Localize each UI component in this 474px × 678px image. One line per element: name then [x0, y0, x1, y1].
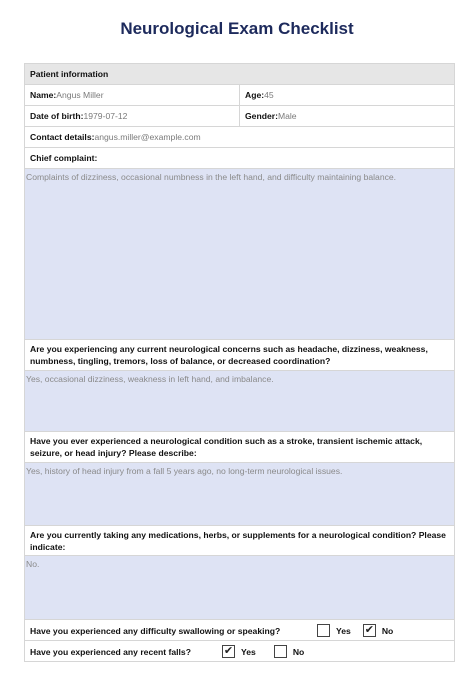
falls-question-cell	[25, 641, 216, 662]
falls-question-label: Have you experienced any recent falls?	[30, 646, 191, 657]
gender-field[interactable]	[239, 106, 454, 126]
falls-yes-label: Yes	[241, 646, 256, 657]
name-age-row	[25, 85, 454, 106]
swallowing-question-row	[25, 620, 454, 641]
name-field[interactable]	[25, 85, 239, 105]
exam-form	[24, 63, 455, 662]
answer-neuro-concerns[interactable]: Yes, occasional dizziness, weakness in left hand, and imbalance.	[25, 371, 454, 432]
swallowing-yes-label: Yes	[336, 625, 351, 636]
section-header	[25, 63, 454, 85]
falls-no-label: No	[292, 646, 305, 657]
swallowing-no-label: No	[381, 625, 394, 636]
name-label: Name:	[30, 90, 57, 100]
swallowing-no-checkbox[interactable]: ✔	[364, 624, 374, 636]
dob-label: Date of birth:	[30, 111, 84, 121]
answer-neuro-history[interactable]: Yes, history of head injury from a fall 5 years ago, no long-term neurological issues.	[25, 463, 454, 526]
falls-question-row	[25, 641, 454, 662]
page-title: Neurological Exam Checklist	[120, 19, 354, 38]
contact-row	[25, 127, 454, 148]
swallowing-options	[315, 620, 410, 641]
falls-options	[216, 641, 321, 662]
section-header-label: Patient information	[30, 69, 109, 79]
contact-field[interactable]	[25, 127, 206, 147]
age-field[interactable]	[239, 85, 454, 105]
falls-no-checkbox[interactable]	[274, 645, 287, 658]
question-neuro-concerns: Are you experiencing any current neurological concerns such as headache, dizziness, weakness, numbness, tingling, tremors, loss of balance, or decreased coordination?	[25, 340, 454, 371]
contact-label: Contact details:	[30, 132, 95, 142]
question-medications: Are you currently taking any medications, herbs, or supplements for a neurological condition? Please indicate:	[25, 526, 454, 556]
swallowing-yes-checkbox[interactable]	[317, 624, 330, 637]
complaint-label: Chief complaint:	[30, 153, 98, 163]
dob-value: 1979-07-12	[83, 111, 128, 121]
question-neuro-history: Have you ever experienced a neurological condition such as a stroke, transient ischemic attack, seizure, or head injury? Please describe:	[25, 432, 454, 463]
falls-yes-checkbox[interactable]: ✔	[223, 645, 234, 657]
name-value: Angus Miller	[56, 90, 104, 100]
dob-gender-row	[25, 106, 454, 127]
complaint-textarea[interactable]: Complaints of dizziness, occasional numbness in the left hand, and difficulty maintaining balance.	[25, 169, 454, 340]
gender-value: Male	[277, 111, 297, 121]
age-value: 45	[264, 90, 274, 100]
complaint-row	[25, 148, 454, 169]
contact-value: angus.miller@example.com	[94, 132, 201, 142]
gender-label: Gender:	[245, 111, 278, 121]
dob-field[interactable]	[25, 106, 239, 126]
answer-medications[interactable]: No.	[25, 556, 454, 620]
swallowing-question-label: Have you experienced any difficulty swallowing or speaking?	[30, 625, 281, 636]
age-label: Age:	[245, 90, 265, 100]
swallowing-question-cell	[25, 620, 315, 641]
